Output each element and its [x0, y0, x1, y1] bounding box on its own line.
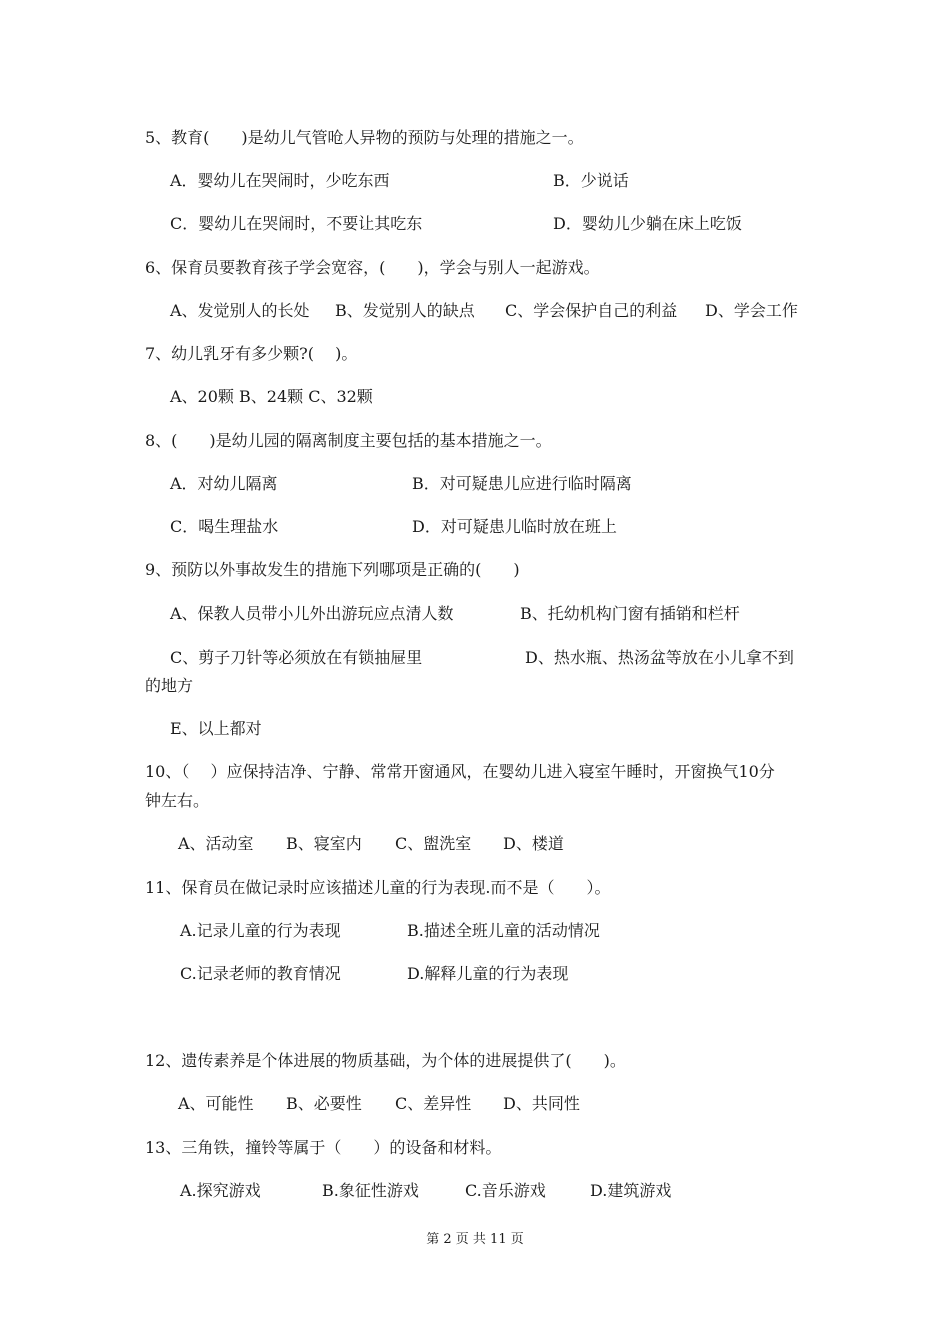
question-12-option-c: C、差异性: [395, 1094, 472, 1113]
question-12-stem: 12、遗传素养是个体进展的物质基础，为个体的进展提供了( )。: [145, 1051, 626, 1070]
question-6-stem: 6、保育员要教育孩子学会宽容，( )，学会与别人一起游戏。: [145, 258, 600, 277]
question-11-option-b: B.描述全班儿童的活动情况: [407, 921, 600, 940]
question-13-option-d: D.建筑游戏: [590, 1181, 672, 1200]
question-7-stem: 7、幼儿乳牙有多少颗?( )。: [145, 344, 358, 363]
question-5-option-c: C．婴幼儿在哭闹时，不要让其吃东: [170, 214, 423, 233]
question-12-option-b: B、必要性: [286, 1094, 362, 1113]
question-11-option-c: C.记录老师的教育情况: [180, 964, 341, 983]
page-footer: 第 2 页 共 11 页: [426, 1232, 524, 1247]
question-5-option-b: B．少说话: [553, 171, 629, 190]
question-12-option-d: D、共同性: [503, 1094, 580, 1113]
question-8-option-b: B．对可疑患儿应进行临时隔离: [412, 474, 632, 493]
question-12-option-a: A、可能性: [178, 1094, 254, 1113]
question-5-stem: 5、教育( )是幼儿气管呛人异物的预防与处理的措施之一。: [145, 128, 584, 147]
question-6-option-d: D、学会工作: [705, 301, 798, 320]
question-10-option-b: B、寝室内: [286, 834, 362, 853]
question-9-stem: 9、预防以外事故发生的措施下列哪项是正确的( ): [145, 560, 520, 579]
question-8-option-c: C．喝生理盐水: [170, 517, 279, 536]
question-10-stem-continued: 钟左右。: [145, 791, 210, 810]
question-13-option-a: A.探究游戏: [180, 1181, 261, 1200]
question-9-option-c: C、剪子刀针等必须放在有锁抽屉里: [170, 648, 423, 667]
question-11-option-d: D.解释儿童的行为表现: [407, 964, 569, 983]
question-11-stem: 11、保育员在做记录时应该描述儿童的行为表现.而不是（ ）。: [145, 878, 611, 897]
question-10-option-d: D、楼道: [503, 834, 564, 853]
question-8-stem: 8、( )是幼儿园的隔离制度主要包括的基本措施之一。: [145, 431, 552, 450]
question-9-option-d: D、热水瓶、热汤盆等放在小儿拿不到: [525, 648, 794, 667]
question-10-stem: 10、（ ）应保持洁净、宁静、常常开窗通风，在婴幼儿进入寝室午睡时，开窗换气10分: [145, 762, 775, 781]
question-11-option-a: A.记录儿童的行为表现: [180, 921, 341, 940]
question-8-option-a: A．对幼儿隔离: [170, 474, 278, 493]
question-6-option-b: B、发觉别人的缺点: [335, 301, 475, 320]
question-6-option-c: C、学会保护自己的利益: [505, 301, 678, 320]
question-13-stem: 13、三角铁，撞铃等属于（ ）的设备和材料。: [145, 1138, 502, 1157]
question-8-option-d: D．对可疑患儿临时放在班上: [412, 517, 617, 536]
question-13-option-b: B.象征性游戏: [322, 1181, 419, 1200]
question-10-option-c: C、盥洗室: [395, 834, 472, 853]
question-9-option-e: E、以上都对: [170, 719, 262, 738]
question-5-option-d: D．婴幼儿少躺在床上吃饭: [553, 214, 742, 233]
question-6-option-a: A、发觉别人的长处: [170, 301, 310, 320]
question-9-option-d-continued: 的地方: [145, 676, 194, 695]
question-7-options: A、20颗 B、24颗 C、32颗: [170, 387, 373, 406]
question-5-option-a: A．婴幼儿在哭闹时，少吃东西: [170, 171, 390, 190]
question-9-option-b: B、托幼机构门窗有插销和栏杆: [520, 604, 740, 623]
question-13-option-c: C.音乐游戏: [465, 1181, 546, 1200]
question-9-option-a: A、保教人员带小儿外出游玩应点清人数: [170, 604, 454, 623]
question-10-option-a: A、活动室: [178, 834, 254, 853]
